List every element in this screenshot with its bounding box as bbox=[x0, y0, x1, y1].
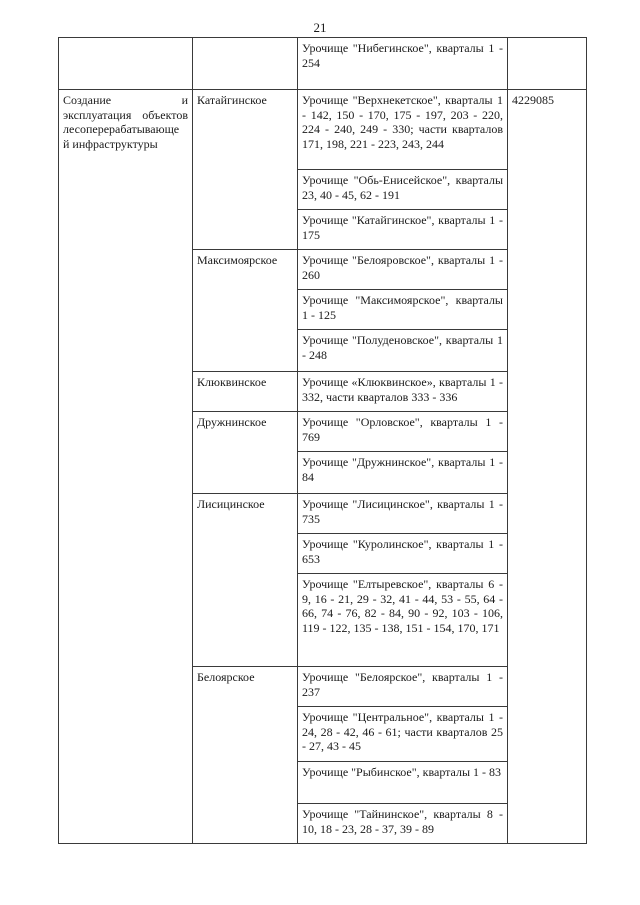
tract-description: Урочище "Катайгинское", кварталы 1 - 175 bbox=[298, 210, 508, 250]
table-row bbox=[59, 38, 587, 90]
tract-description: Урочище "Рыбинское", кварталы 1 - 83 bbox=[298, 762, 508, 804]
tract-description: Урочище "Центральное", кварталы 1 - 24, 28 - 42, 46 - 61; части кварталов 25 - 27, 43 - 45 bbox=[298, 707, 508, 762]
tract-description: Урочище "Белояровское", кварталы 1 - 260 bbox=[298, 250, 508, 290]
forestry-cell: Катайгинское bbox=[193, 90, 298, 250]
forestry-cell: Лисицинское bbox=[193, 494, 298, 667]
forestry-cell: Белоярское bbox=[193, 667, 298, 844]
tract-description: Урочище "Орловское", кварталы 1 - 769 bbox=[298, 412, 508, 452]
forestry-cell-empty bbox=[193, 38, 298, 90]
tract-description: Урочище "Нибегинское", кварталы 1 - 254 bbox=[298, 38, 508, 90]
page-number: 21 bbox=[313, 20, 327, 35]
tract-description: Урочище "Верхнекетское", кварталы 1 - 142, 150 - 170, 175 - 197, 203 - 220, 224 - 240, 249 - 330; части кварталов 171, 198, 221 - 223, 243, 244 bbox=[298, 90, 508, 170]
tract-description: Урочище "Тайнинское", кварталы 8 - 10, 18 - 23, 28 - 37, 39 - 89 bbox=[298, 804, 508, 844]
tract-description: Урочище "Лисицинское", кварталы 1 - 735 bbox=[298, 494, 508, 534]
tract-description: Урочище "Белоярское", кварталы 1 - 237 bbox=[298, 667, 508, 707]
tract-description: Урочище "Максимоярское", кварталы 1 - 125 bbox=[298, 290, 508, 330]
purpose-cell-empty bbox=[59, 38, 193, 90]
area-cell-empty bbox=[508, 38, 587, 90]
forestry-cell: Клюквинское bbox=[193, 372, 298, 412]
tract-description: Урочище "Дружнинское", кварталы 1 - 84 bbox=[298, 452, 508, 494]
tract-description: Урочище «Клюквинское», кварталы 1 - 332, части кварталов 333 - 336 bbox=[298, 372, 508, 412]
tract-description: Урочище "Обь-Енисейское", кварталы 23, 40 - 45, 62 - 191 bbox=[298, 170, 508, 210]
tract-description: Урочище "Полуденовское", кварталы 1 - 248 bbox=[298, 330, 508, 372]
forestry-cell: Максимоярское bbox=[193, 250, 298, 372]
forest-use-table bbox=[58, 37, 587, 844]
area-cell: 4229085 bbox=[508, 90, 587, 844]
tract-description: Урочище "Куролинское", кварталы 1 - 653 bbox=[298, 534, 508, 574]
forestry-cell: Дружнинское bbox=[193, 412, 298, 494]
purpose-cell: Создание и эксплуатация объектов лесоперерабатывающе й инфраструктуры bbox=[59, 90, 193, 844]
tract-description: Урочище "Елтыревское", кварталы 6 - 9, 16 - 21, 29 - 32, 41 - 44, 53 - 55, 64 - 66, 74 - 76, 82 - 84, 90 - 92, 103 - 106, 119 - 122, 135 - 138, 151 - 154, 170, 171 bbox=[298, 574, 508, 667]
table-row bbox=[59, 90, 587, 170]
